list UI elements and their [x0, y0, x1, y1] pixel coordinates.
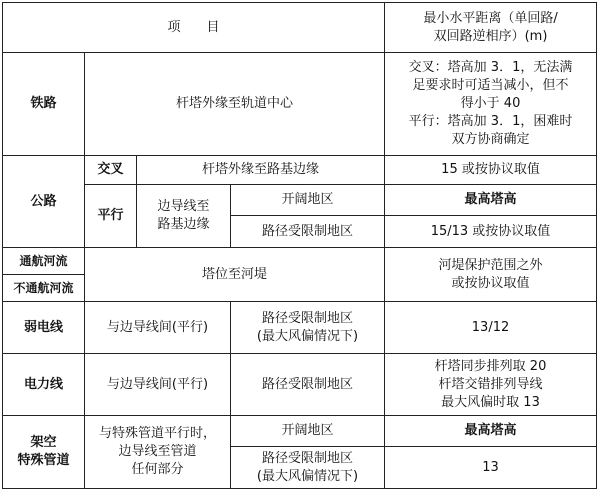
header-row	[3, 3, 597, 53]
railway-row	[3, 53, 597, 156]
railway-value-line-1: 交叉：塔高加 3．1，无法满	[408, 60, 573, 75]
telecom-condition-cell	[231, 302, 385, 354]
pipeline-restricted-area-value: 13	[482, 459, 499, 475]
railway-description-cell	[85, 53, 385, 156]
highway-category-cell	[3, 156, 85, 248]
pipeline-restricted-area-value-cell	[385, 447, 597, 489]
highway-cross-label: 交叉	[97, 162, 124, 177]
power-line-condition: 路径受限制地区	[262, 376, 354, 392]
power-line-condition-cell	[231, 354, 385, 416]
power-line-value-line-3: 最大风偏时取 13	[441, 394, 540, 410]
telecom-category: 弱电线	[23, 319, 63, 335]
telecom-value: 13/12	[471, 319, 510, 335]
pipeline-open-area-label: 开阔地区	[281, 423, 334, 438]
river-navigable-label: 通航河流	[19, 254, 68, 268]
telecom-category-cell	[3, 302, 85, 354]
power-line-value-cell	[385, 354, 597, 416]
highway-cross-description: 杆塔外缘至路基边缘	[202, 162, 320, 177]
railway-value-line-2: 足要求时可适当减小，但不	[412, 78, 569, 93]
river-non-navigable-cell	[3, 275, 85, 302]
pipeline-description-line-3: 任何部分	[131, 462, 184, 477]
pipeline-restricted-line-1: 路径受限制地区	[262, 450, 354, 466]
river-value-line-2: 或按协议取值	[451, 275, 530, 291]
river-navigable-cell	[3, 248, 85, 275]
highway-cross-label-cell	[85, 156, 137, 185]
highway-parallel-description-line-2: 路基边缘	[157, 217, 210, 232]
highway-open-area-label: 开阔地区	[281, 192, 334, 207]
pipeline-open-area-value: 最高塔高	[464, 423, 517, 438]
river-description: 塔位至河堤	[202, 266, 268, 282]
pipeline-category-line-1: 架空	[30, 435, 57, 450]
telecom-description-cell	[85, 302, 231, 354]
header-item-label: 项 目	[167, 19, 220, 35]
power-line-category-cell	[3, 354, 85, 416]
telecom-condition-line-1: 路径受限制地区	[262, 310, 354, 326]
header-value-cell	[385, 3, 597, 53]
railway-value-line-3: 得小于 40	[460, 96, 521, 111]
highway-cross-value-cell	[385, 156, 597, 185]
power-line-category: 电力线	[23, 376, 63, 392]
highway-cross-value: 15 或按协议取值	[441, 162, 540, 177]
telecom-condition-line-2: (最大风偏情况下)	[256, 328, 359, 344]
highway-cross-row	[3, 156, 597, 185]
pipeline-open-area-value-cell	[385, 416, 597, 447]
highway-parallel-label-cell	[85, 185, 137, 248]
power-line-row	[3, 354, 597, 416]
header-value-line-1: 最小水平距离（单回路/	[423, 10, 558, 26]
telecom-row	[3, 302, 597, 354]
header-item-cell	[3, 3, 385, 53]
pipeline-description-line-1: 与特殊管道平行时，	[98, 426, 216, 441]
pipeline-description-cell	[85, 416, 231, 489]
highway-cross-description-cell	[137, 156, 385, 185]
pipeline-restricted-line-2: (最大风偏情况下)	[256, 468, 359, 484]
river-value-line-1: 河堤保护范围之外	[438, 257, 543, 273]
pipeline-category-line-2: 特殊管道	[17, 453, 70, 468]
power-line-description: 与边导线间(平行)	[106, 376, 209, 392]
highway-open-area-value: 最高塔高	[464, 192, 517, 207]
river-navigable-row	[3, 248, 597, 275]
highway-open-area-value-cell	[385, 185, 597, 216]
river-description-cell	[85, 248, 385, 302]
telecom-value-cell	[385, 302, 597, 354]
distance-table	[2, 2, 597, 489]
highway-parallel-description-cell	[137, 185, 231, 248]
railway-value-cell	[385, 53, 597, 156]
railway-category: 铁路	[30, 96, 57, 111]
railway-value-line-5: 双方协商确定	[451, 132, 530, 147]
highway-category: 公路	[30, 193, 57, 209]
river-non-navigable-label: 不通航河流	[13, 281, 74, 295]
header-value-line-2: 双回路逆相序）(m)	[433, 28, 548, 44]
highway-parallel-description-line-1: 边导线至	[157, 199, 210, 214]
highway-restricted-area-value: 15/13 或按协议取值	[430, 223, 551, 239]
power-line-value-line-1: 杆塔同步排列取 20	[434, 358, 547, 374]
pipeline-open-row	[3, 416, 597, 447]
pipeline-category-cell	[3, 416, 85, 489]
pipeline-description-line-2: 边导线至管道	[118, 444, 197, 459]
railway-category-cell	[3, 53, 85, 156]
highway-restricted-area-cell	[231, 216, 385, 248]
railway-value-line-4: 平行：塔高加 3．1，困难时	[408, 114, 573, 129]
telecom-description: 与边导线间(平行)	[106, 319, 209, 335]
highway-restricted-area-label: 路径受限制地区	[262, 223, 354, 239]
highway-open-area-cell	[231, 185, 385, 216]
pipeline-open-area-cell	[231, 416, 385, 447]
highway-parallel-label: 平行	[97, 208, 124, 223]
railway-description: 杆塔外缘至轨道中心	[176, 96, 294, 111]
highway-parallel-open-row	[3, 185, 597, 216]
power-line-description-cell	[85, 354, 231, 416]
power-line-value-line-2: 杆塔交错排列导线	[438, 376, 543, 392]
highway-restricted-area-value-cell	[385, 216, 597, 248]
river-value-cell	[385, 248, 597, 302]
pipeline-restricted-area-cell	[231, 447, 385, 489]
